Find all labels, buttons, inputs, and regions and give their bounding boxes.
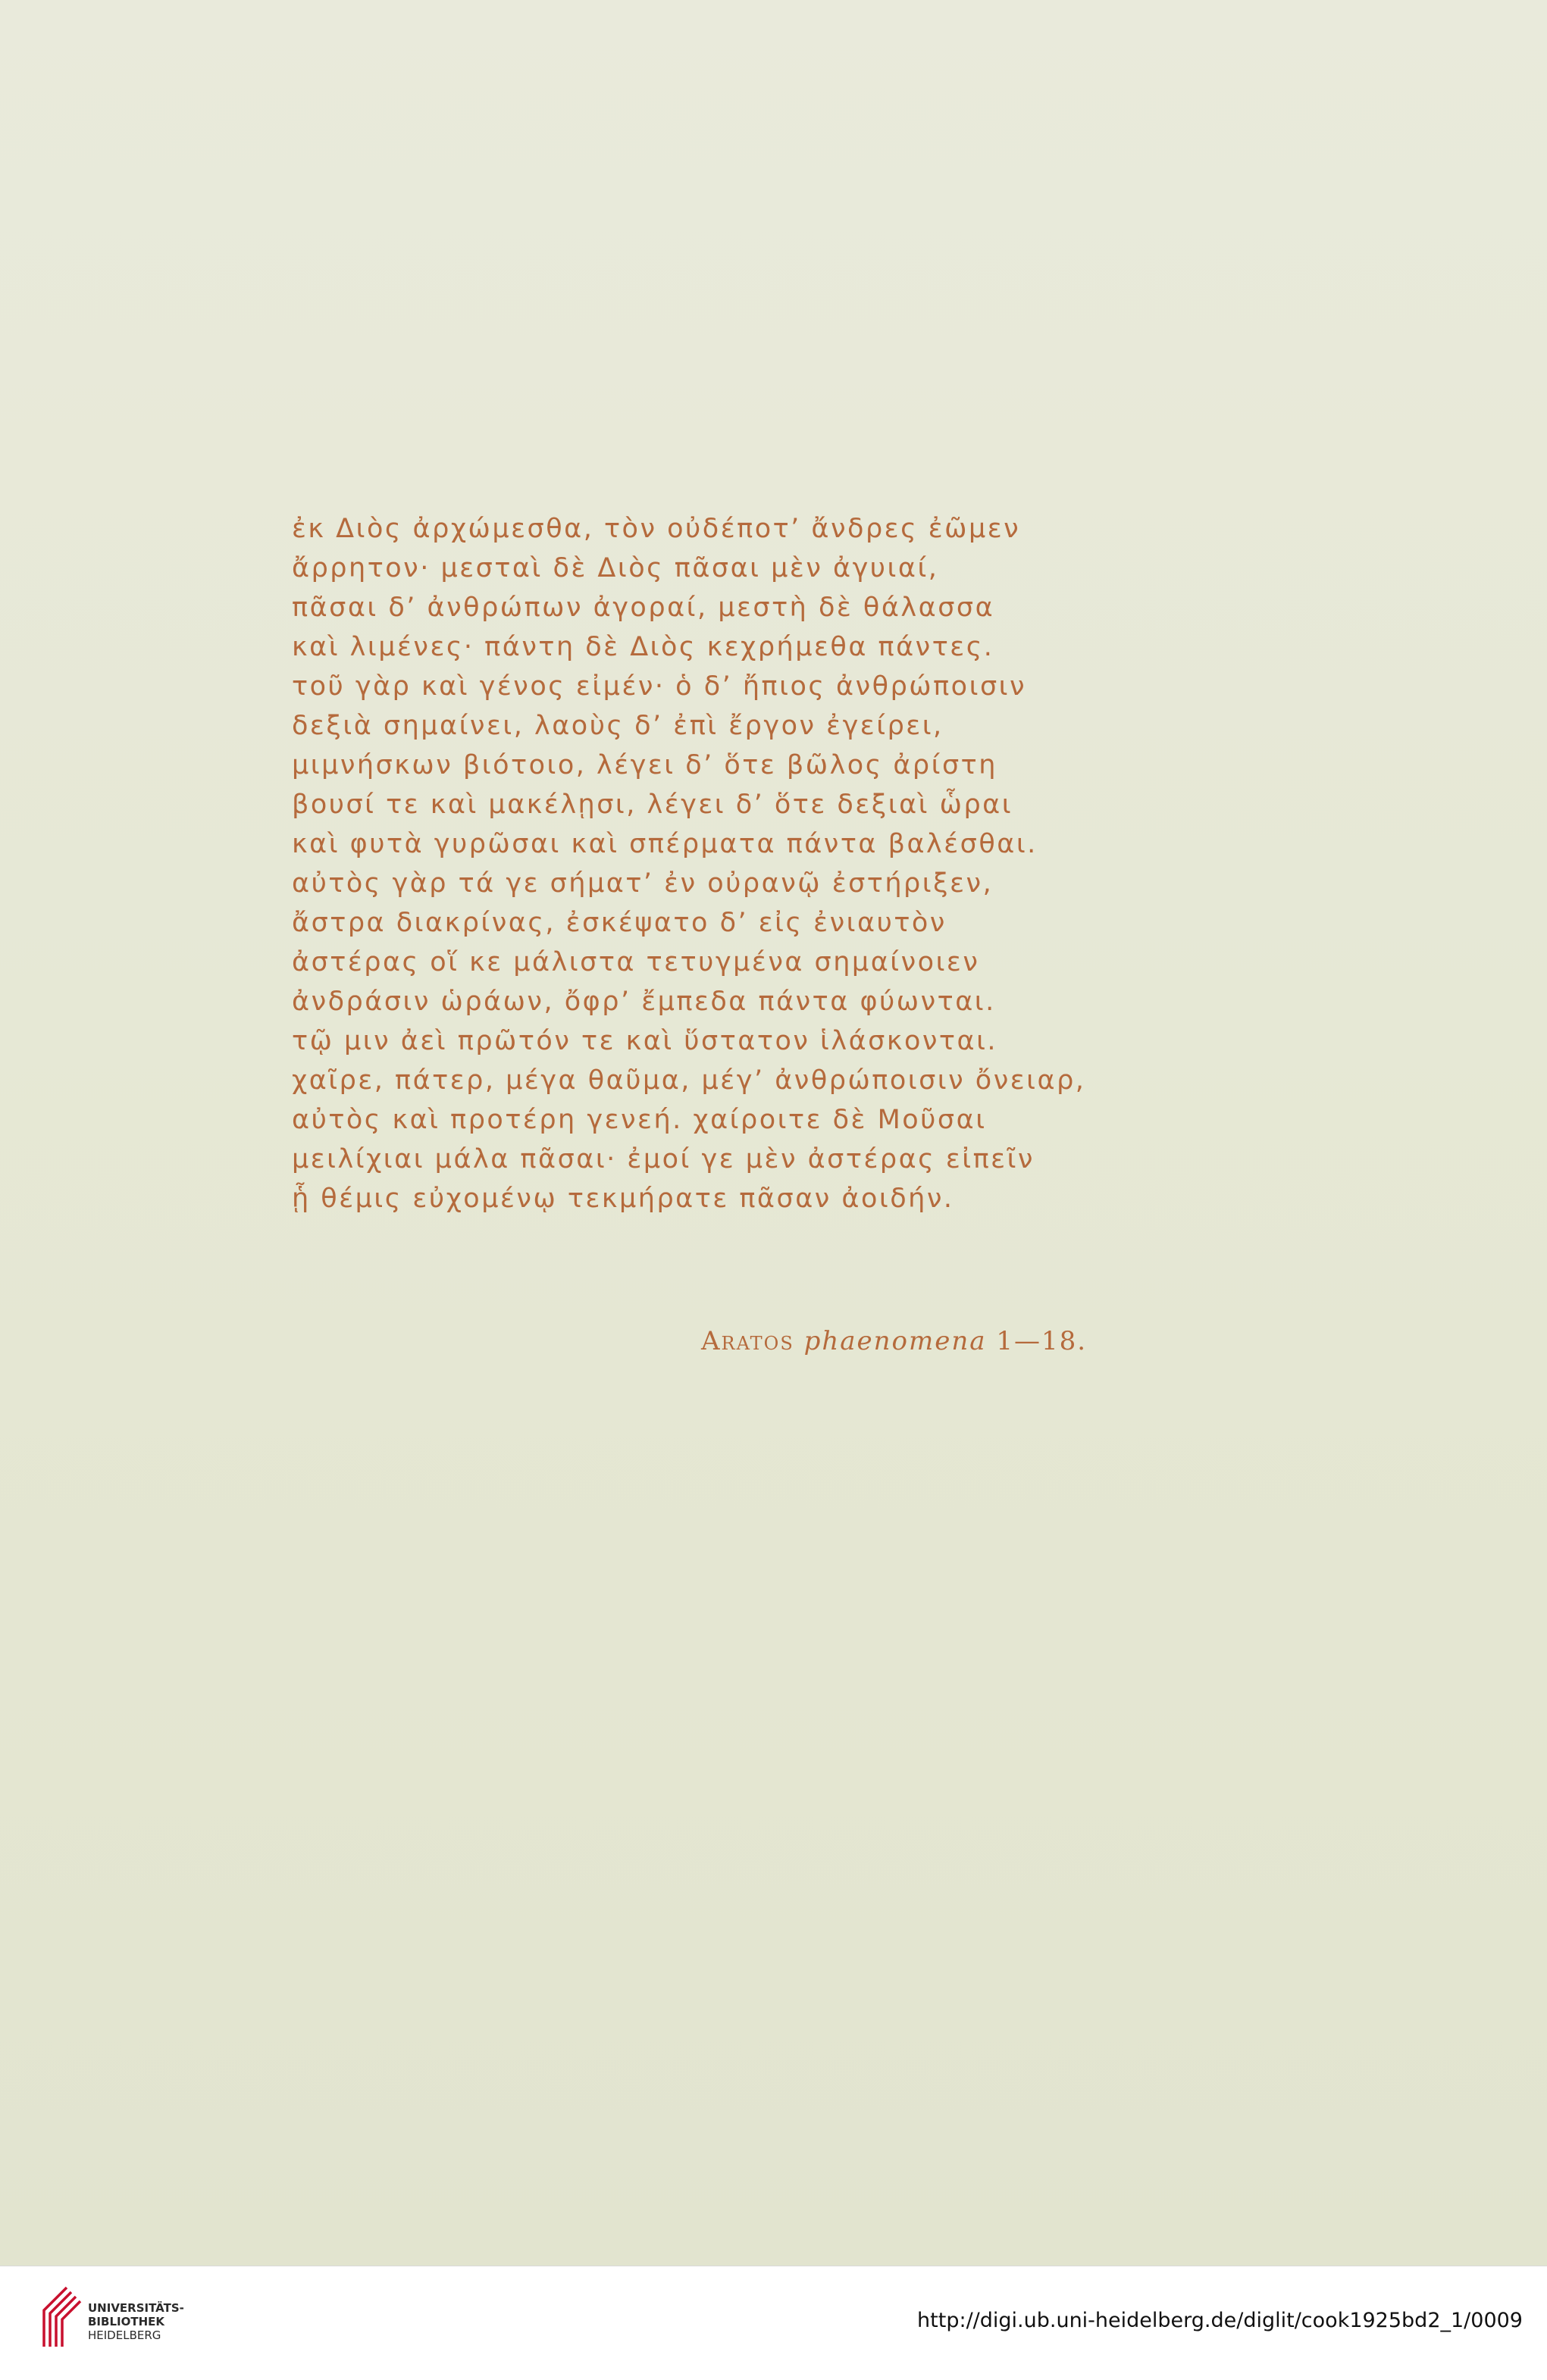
source-attribution: [701, 1326, 1156, 1356]
poem-line: δεξιὰ σημαίνει, λαοὺς δ’ ἐπὶ ἔργον ἐγείρει,: [292, 711, 944, 741]
poem-line: ἄρρητον· μεσταὶ δὲ Διὸς πᾶσαι μὲν ἀγυιαί,: [292, 553, 939, 583]
poem-line: ᾗ θέμις εὐχομένῳ τεκμήρατε πᾶσαν ἀοιδήν.: [292, 1184, 954, 1214]
poem-line: ἀστέρας οἵ κε μάλιστα τετυγμένα σημαίνοιεν: [292, 947, 980, 977]
poem-line: ἀνδράσιν ὡράων, ὄφρ’ ἔμπεδα πάντα φύωνται.: [292, 987, 996, 1017]
library-name-line: BIBLIOTHEK: [88, 2315, 164, 2328]
attribution-work: phaenomena: [803, 1326, 987, 1356]
attribution-lines: 1—18.: [996, 1326, 1088, 1356]
library-logo-icon: [39, 2280, 82, 2348]
poem-block: [292, 509, 1163, 1218]
poem-line: καὶ λιμένες· πάντη δὲ Διὸς κεχρήμεθα πάντες.: [292, 632, 994, 662]
library-name: [88, 2301, 184, 2342]
attribution-author: Aratos: [701, 1326, 794, 1356]
digitization-footer: [0, 2266, 1547, 2380]
poem-line: καὶ φυτὰ γυρῶσαι καὶ σπέρματα πάντα βαλέσθαι.: [292, 829, 1038, 859]
poem-line: μιμνήσκων βιότοιο, λέγει δ’ ὅτε βῶλος ἀρίστη: [292, 750, 997, 780]
poem-line: τοῦ γὰρ καὶ γένος εἰμέν· ὁ δ’ ἤπιος ἀνθρώποισιν: [292, 671, 1027, 702]
poem-line: χαῖρε, πάτερ, μέγα θαῦμα, μέγ’ ἀνθρώποισιν ὄνειαρ,: [292, 1065, 1086, 1096]
source-url-link[interactable]: http://digi.ub.uni-heidelberg.de/diglit/cook1925bd2_1/0009: [917, 2309, 1523, 2332]
poem-line: αὐτὸς καὶ προτέρη γενεή. χαίροιτε δὲ Μοῦσαι: [292, 1105, 987, 1135]
poem-line: βουσί τε καὶ μακέλῃσι, λέγει δ’ ὅτε δεξιαὶ ὧραι: [292, 790, 1013, 820]
poem-line: αὐτὸς γὰρ τά γε σήματ’ ἐν οὐρανῷ ἐστήριξεν,: [292, 868, 994, 899]
library-name-line: UNIVERSITÄTS-: [88, 2301, 184, 2315]
poem-line: ἐκ Διὸς ἀρχώμεσθα, τὸν οὐδέποτ’ ἄνδρες ἐῶμεν: [292, 514, 1021, 544]
poem-line: μειλίχιαι μάλα πᾶσαι· ἐμοί γε μὲν ἀστέρας εἰπεῖν: [292, 1144, 1035, 1174]
library-name-line: HEIDELBERG: [88, 2328, 161, 2342]
poem-line: ἄστρα διακρίνας, ἐσκέψατο δ’ εἰς ἐνιαυτὸν: [292, 908, 947, 938]
poem-line: τῷ μιν ἀεὶ πρῶτόν τε καὶ ὕστατον ἱλάσκονται.: [292, 1026, 998, 1056]
poem-line: πᾶσαι δ’ ἀνθρώπων ἀγοραί, μεστὴ δὲ θάλασσα: [292, 593, 995, 623]
